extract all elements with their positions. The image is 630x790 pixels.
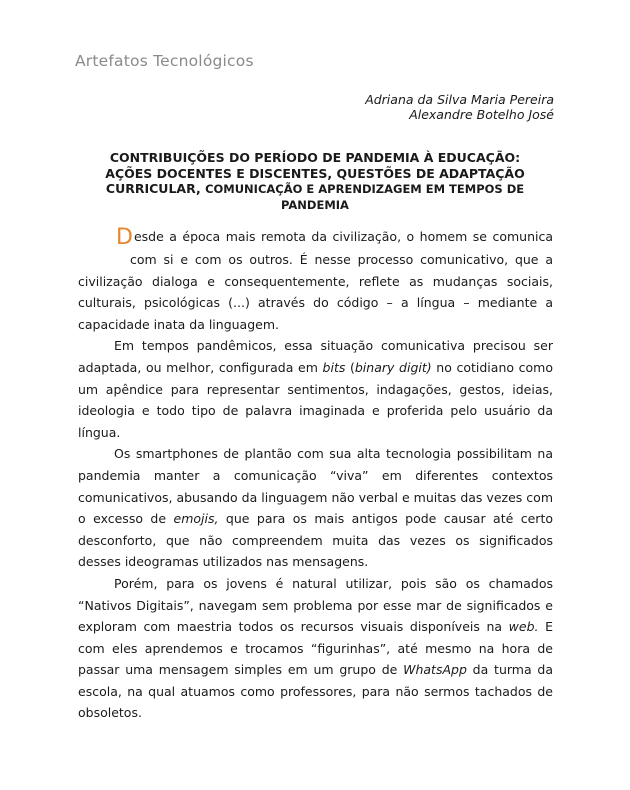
paragraph-first-line [78,226,553,249]
text-run: E com eles aprendemos e trocamos “figurinhas”, até mesmo na hora de passar uma mensagem simples em um grupo de [78,619,553,678]
text-run: Em tempos pandêmicos, essa situação comunicativa precisou ser adaptada, ou melhor, configurada em [78,338,553,375]
text-run: Porém, para os jovens é natural utilizar, pois são os chamados “Nativos Digitais”, navegam sem problema por esse mar de significados e exploram com maestria todos os recursos visuais disponíveis na [78,575,553,635]
title-line: PANDEMIA [281,197,349,212]
title-segment: CURRICULAR, [105,181,206,196]
paragraph [78,573,553,724]
article-title [80,150,550,213]
author-name: Alexandre Botelho José [409,107,554,122]
italic-term: emojis, [173,511,219,527]
text-run: no cotidiano como um apêndice para representar sentimentos, indagações, gestos, ideias, ideologia e todo tipo de palavra imaginada e proferida pelo usuário da língua. [78,359,553,440]
title-line [80,181,550,198]
text-run: ( [345,359,355,375]
text-run: Os smartphones de plantão com sua alta tecnologia possibilitam na pandemia manter a comunicação “viva” em diferentes contextos comunicativos, abusando da linguagem não verbal e muitas das vezes com o excesso de [78,446,553,527]
drop-cap: D [116,225,133,250]
paragraph-second-line: com si e com os outros. É nesse processo comunicativo, que a [130,252,553,267]
paragraph [78,226,553,335]
italic-term: WhatsApp [403,662,467,678]
italic-term: bits [322,359,346,375]
title-segment: COMUNICAÇÃO E APRENDIZAGEM EM TEMPOS DE [205,182,525,196]
text-run: esde a época mais remota da civilização, o homem se comunica [133,229,553,244]
italic-term: binary digit) [354,359,432,375]
paragraph [78,443,553,573]
author-name: Adriana da Silva Maria Pereira [365,92,554,107]
article-body [78,226,553,724]
title-line: AÇÕES DOCENTES E DISCENTES, QUESTÕES DE ADAPTAÇÃO [105,165,525,181]
text-run: civilização dialoga e consequentemente, reflete as mudanças sociais, culturais, psicológicas (...) através do código – a língua – mediante a capacidade inata da linguagem. [78,273,553,332]
text-run: da turma da escola, na qual atuamos como professores, para não sermos tachados de obsoletos. [78,662,553,721]
title-line: CONTRIBUIÇÕES DO PERÍODO DE PANDEMIA À EDUCAÇÃO: [109,150,521,165]
italic-term: web. [508,619,539,635]
author-list [365,92,554,122]
paragraph [78,335,553,443]
running-header: Artefatos Tecnológicos [75,52,254,70]
text-run: que para os mais antigos pode causar até certo desconforto, que não compreendem muita das vezes os significados desses ideogramas utilizados nas mensagens. [78,511,553,570]
